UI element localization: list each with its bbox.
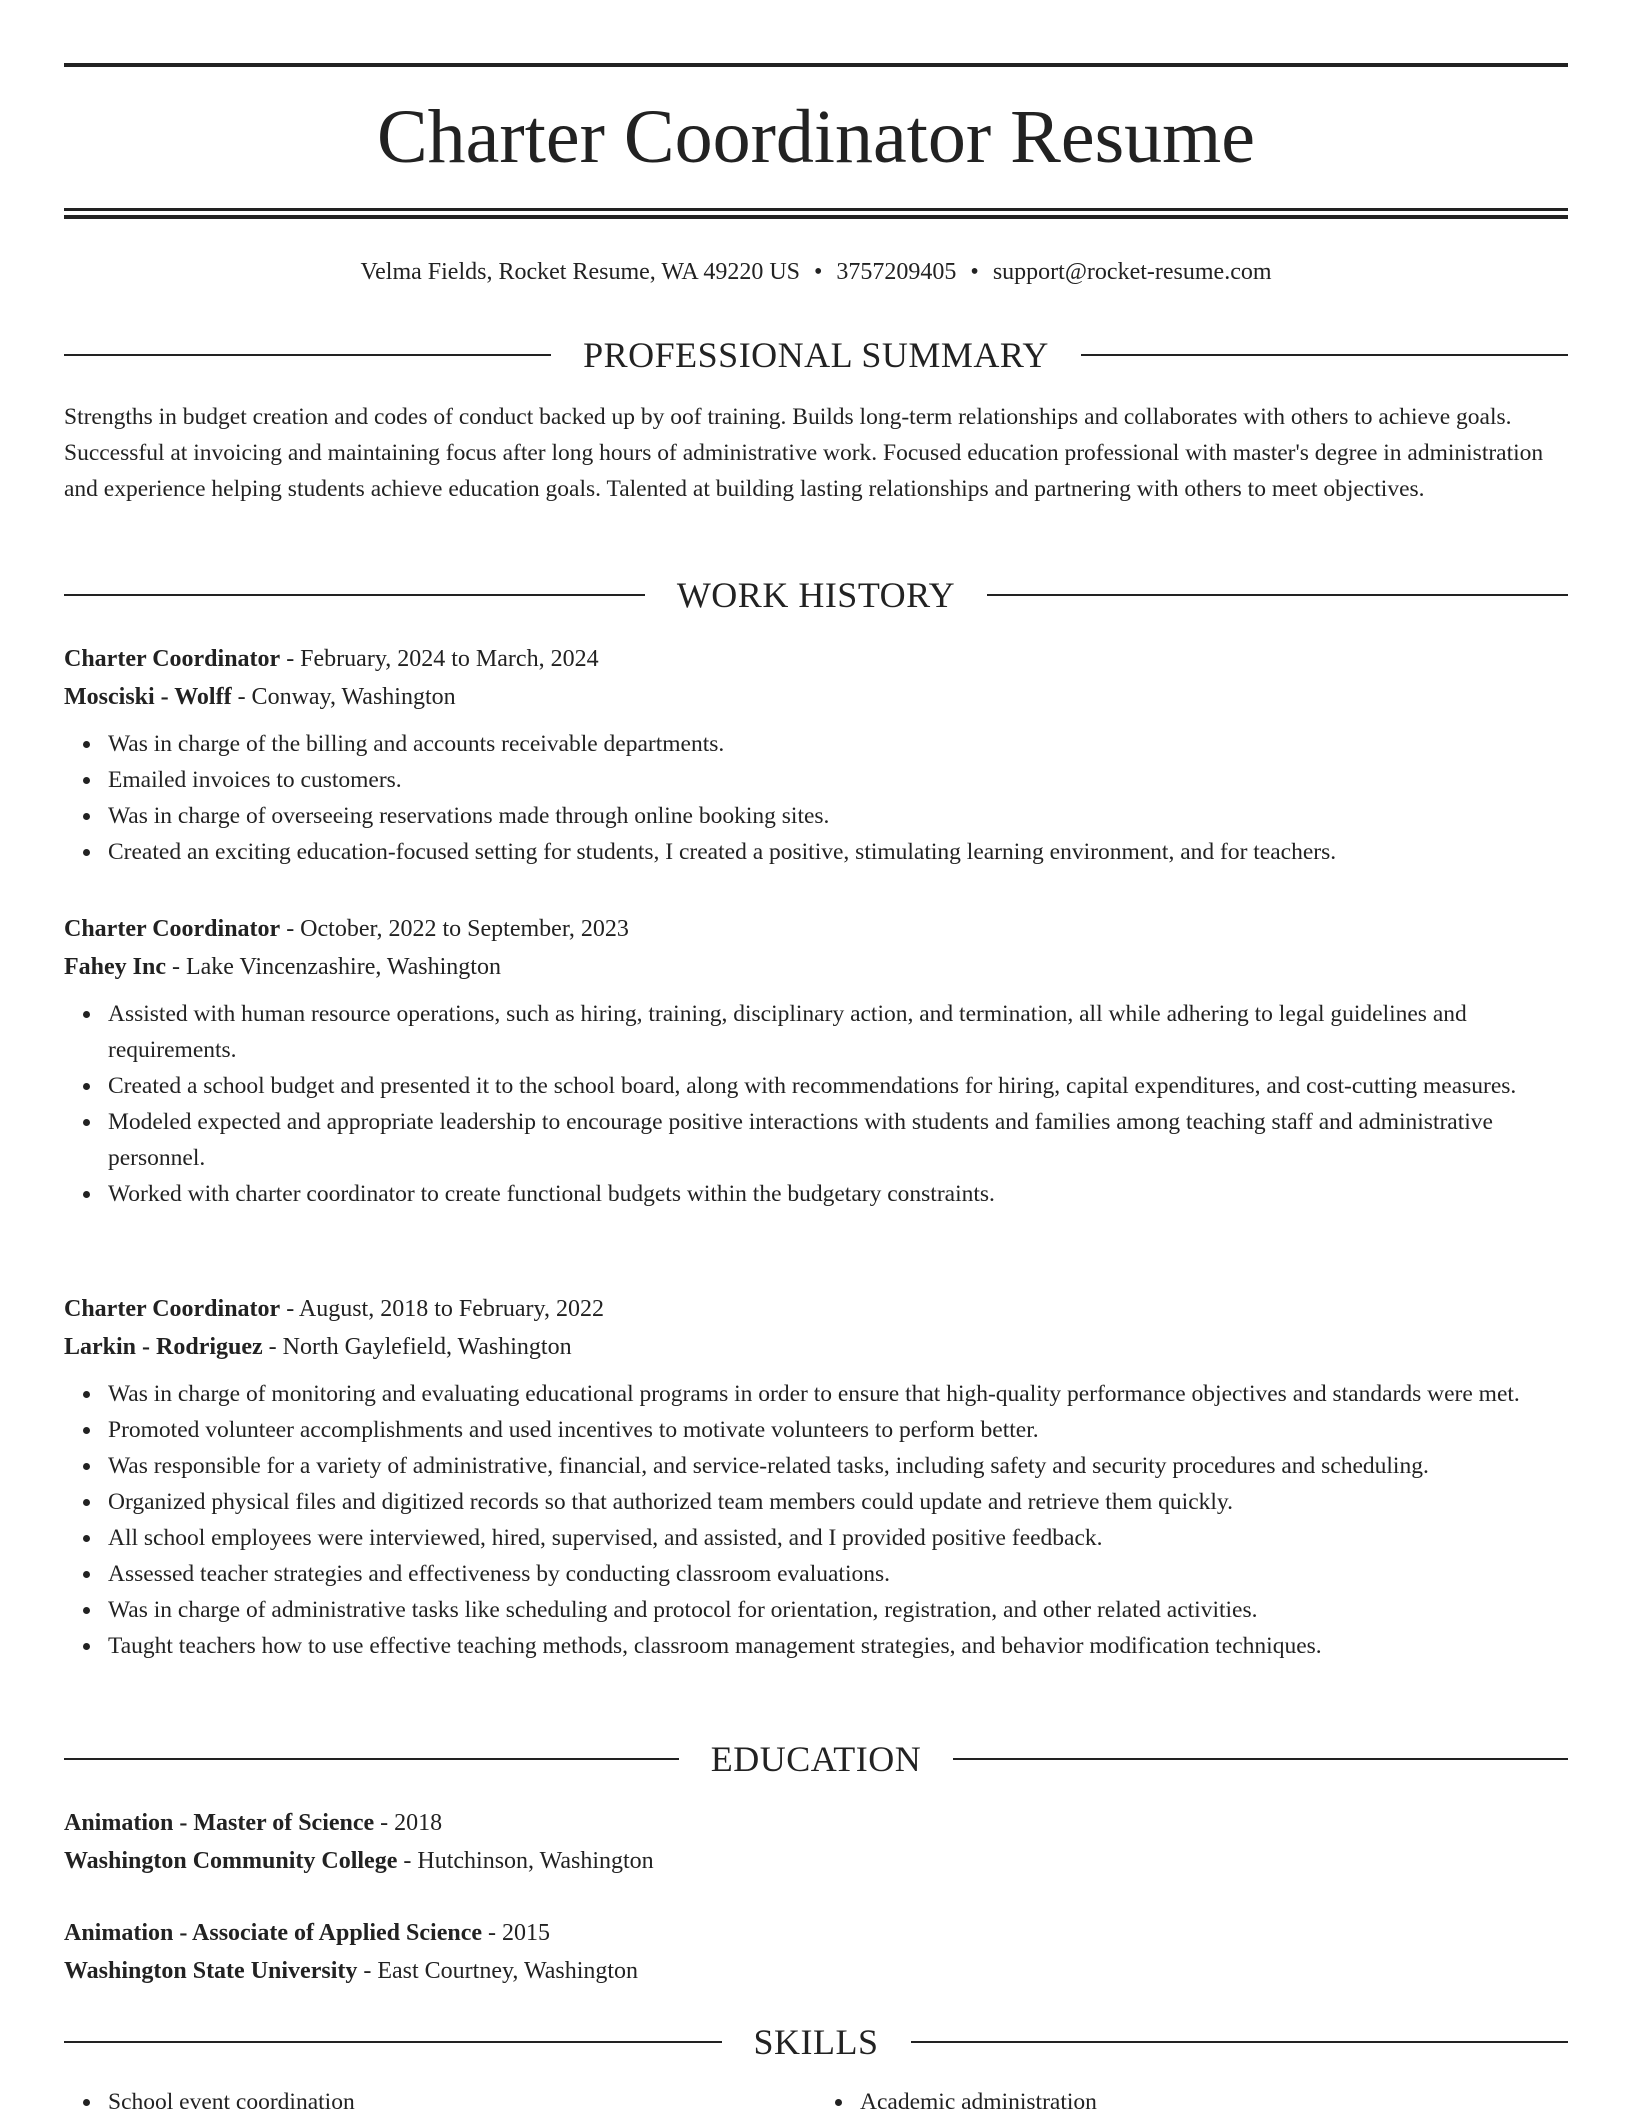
job-company: Fahey Inc [64, 954, 166, 980]
list-item: Assisted with human resource operations, such as hiring, training, disciplinary action, and termination, all while adhering to legal guidelines and requirements. [108, 996, 1568, 1068]
summary-heading-label: PROFESSIONAL SUMMARY [583, 335, 1049, 375]
job-location: - North Gaylefield, Washington [262, 1334, 572, 1360]
job-entry [64, 640, 1568, 870]
job-company: Mosciski - Wolff [64, 684, 232, 710]
job-title-line [64, 910, 1568, 948]
education-entry [64, 1914, 1568, 1990]
title-double-rule [64, 208, 1568, 219]
school-name: Washington State University [64, 1958, 358, 1984]
list-item: Emailed invoices to customers. [108, 762, 1568, 798]
heading-rule-right [911, 2041, 1569, 2043]
list-item: Academic administration [860, 2084, 1568, 2120]
skills-heading-label: SKILLS [753, 2022, 879, 2062]
job-location: - Conway, Washington [231, 684, 456, 710]
school-line [64, 1952, 1568, 1990]
job-company: Larkin - Rodriguez [64, 1334, 263, 1360]
school-location: - East Courtney, Washington [357, 1958, 639, 1984]
contact-separator: • [970, 259, 979, 285]
work-section-heading [64, 575, 1568, 615]
job-bullets [64, 1376, 1568, 1664]
job-location: - Lake Vincenzashire, Washington [166, 954, 501, 980]
heading-rule-right [987, 594, 1568, 596]
job-title: Charter Coordinator [64, 916, 281, 942]
heading-rule-left [64, 354, 551, 356]
top-rule [64, 63, 1568, 67]
list-item: Was in charge of administrative tasks like scheduling and protocol for orientation, registration, and other related activities. [108, 1592, 1568, 1628]
job-title: Charter Coordinator [64, 1296, 281, 1322]
job-bullets [64, 996, 1568, 1212]
job-entry [64, 910, 1568, 1212]
heading-rule-left [64, 1758, 679, 1760]
education-section-heading [64, 1739, 1568, 1779]
job-entry [64, 1290, 1568, 1664]
contact-phone: 3757209405 [836, 259, 957, 285]
list-item: Was responsible for a variety of administrative, financial, and service-related tasks, including safety and security procedures and scheduling. [108, 1448, 1568, 1484]
job-company-line [64, 948, 1568, 986]
list-item: Was in charge of overseeing reservations made through online booking sites. [108, 798, 1568, 834]
contact-line [64, 256, 1568, 288]
school-location: - Hutchinson, Washington [397, 1848, 654, 1874]
degree-line [64, 1804, 1568, 1842]
skills-section-heading [64, 2022, 1568, 2062]
list-item: Was in charge of monitoring and evaluating educational programs in order to ensure that high-quality performance objectives and standards were met. [108, 1376, 1568, 1412]
job-dates: - October, 2022 to September, 2023 [280, 916, 629, 942]
job-title: Charter Coordinator [64, 646, 281, 672]
job-bullets [64, 726, 1568, 870]
summary-text: Strengths in budget creation and codes of conduct backed up by oof training. Builds long-term relationships and collaborates with others to achieve goals. Successful at invoicing and maintaining focus after long hours of administrative work. Focused education professional with master's degree in administration and experience helping students achieve education goals. Talented at building lasting relationships and partnering with others to meet objectives. [64, 404, 1544, 502]
contact-email: support@rocket-resume.com [992, 259, 1272, 285]
skills-column-right [816, 2084, 1568, 2120]
job-dates: - February, 2024 to March, 2024 [280, 646, 599, 672]
degree-line [64, 1914, 1568, 1952]
list-item: Assessed teacher strategies and effectiveness by conducting classroom evaluations. [108, 1556, 1568, 1592]
list-item: Was in charge of the billing and accounts receivable departments. [108, 726, 1568, 762]
school-line [64, 1842, 1568, 1880]
list-item: Modeled expected and appropriate leadership to encourage positive interactions with students and families among teaching staff and administrative personnel. [108, 1104, 1568, 1176]
degree-year: - 2018 [374, 1810, 443, 1836]
school-name: Washington Community College [64, 1848, 398, 1874]
contact-separator: • [814, 259, 823, 285]
summary-section-heading [64, 335, 1568, 375]
heading-rule-left [64, 594, 645, 596]
heading-rule-left [64, 2041, 722, 2043]
skills-column-left [64, 2084, 816, 2120]
job-title-line [64, 640, 1568, 678]
heading-rule-right [953, 1758, 1568, 1760]
education-entry [64, 1804, 1568, 1880]
heading-rule-right [1081, 354, 1568, 356]
list-item: Organized physical files and digitized records so that authorized team members could update and retrieve them quickly. [108, 1484, 1568, 1520]
degree-year: - 2015 [482, 1920, 550, 1946]
job-company-line [64, 678, 1568, 716]
work-heading-label: WORK HISTORY [676, 575, 956, 615]
contact-address: Velma Fields, Rocket Resume, WA 49220 US [360, 259, 801, 285]
list-item: Worked with charter coordinator to create functional budgets within the budgetary constraints. [108, 1176, 1568, 1212]
job-title-line [64, 1290, 1568, 1328]
page-title: Charter Coordinator Resume [376, 95, 1255, 179]
degree-name: Animation - Master of Science [64, 1810, 375, 1836]
degree-name: Animation - Associate of Applied Science [64, 1920, 482, 1946]
list-item: Created a school budget and presented it to the school board, along with recommendations for hiring, capital expenditures, and cost-cutting measures. [108, 1068, 1568, 1104]
list-item: Promoted volunteer accomplishments and used incentives to motivate volunteers to perform better. [108, 1412, 1568, 1448]
list-item: All school employees were interviewed, hired, supervised, and assisted, and I provided positive feedback. [108, 1520, 1568, 1556]
job-company-line [64, 1328, 1568, 1366]
skills-list [64, 2084, 1568, 2120]
list-item: Taught teachers how to use effective teaching methods, classroom management strategies, and behavior modification techniques. [108, 1628, 1568, 1664]
list-item: School event coordination [108, 2084, 816, 2120]
job-dates: - August, 2018 to February, 2022 [280, 1296, 604, 1322]
list-item: Created an exciting education-focused setting for students, I created a positive, stimulating learning environment, and for teachers. [108, 834, 1568, 870]
education-heading-label: EDUCATION [710, 1739, 922, 1779]
